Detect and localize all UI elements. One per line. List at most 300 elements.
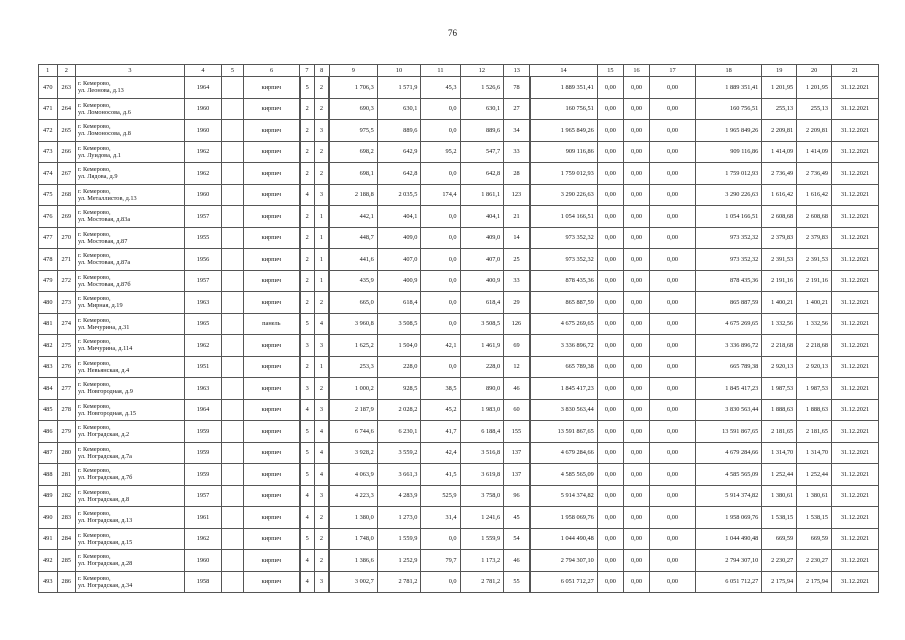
table-cell-col-4: 1963	[184, 378, 221, 400]
table-cell-col-3: г. Кемерово, ул. Невьянская, д.4	[76, 356, 185, 378]
table-cell-col-2: 264	[57, 98, 76, 120]
table-cell-col-15: 0,00	[597, 313, 623, 335]
table-cell-col-16: 0,00	[623, 442, 649, 464]
table-row	[39, 206, 879, 228]
table-cell-col-5	[222, 77, 244, 99]
table-cell-col-3: г. Кемерово, ул. Ноградская, д.15	[76, 528, 185, 550]
table-cell-col-5	[222, 249, 244, 271]
table-cell-col-2: 270	[57, 227, 76, 249]
table-cell-col-14: 1 044 490,48	[530, 528, 598, 550]
table-cell-col-13: 137	[504, 442, 530, 464]
table-cell-col-17: 0,00	[650, 292, 696, 314]
table-cell-col-5	[222, 141, 244, 163]
table-cell-col-14: 2 794 307,10	[530, 550, 598, 572]
table-cell-col-16: 0,00	[623, 98, 649, 120]
table-cell-col-17: 0,00	[650, 378, 696, 400]
table-cell-col-7: 5	[300, 442, 314, 464]
table-cell-col-6: кирпич	[243, 399, 300, 421]
table-cell-col-20: 2 191,16	[797, 270, 832, 292]
table-cell-col-3: г. Кемерово, ул. Мостовая, д.83а	[76, 206, 185, 228]
table-cell-col-15: 0,00	[597, 163, 623, 185]
table-cell-col-6: кирпич	[243, 335, 300, 357]
table-cell-col-16: 0,00	[623, 550, 649, 572]
table-cell-col-7: 2	[300, 120, 314, 142]
column-number-10: 10	[377, 65, 421, 77]
table-cell-col-4: 1964	[184, 399, 221, 421]
table-cell-col-14: 3 336 896,72	[530, 335, 598, 357]
table-cell-col-21: 31.12.2021	[832, 313, 879, 335]
table-cell-col-4: 1961	[184, 507, 221, 529]
table-cell-col-15: 0,00	[597, 507, 623, 529]
table-cell-col-9: 690,3	[329, 98, 377, 120]
table-row	[39, 550, 879, 572]
table-cell-col-6: кирпич	[243, 528, 300, 550]
table-cell-col-4: 1960	[184, 550, 221, 572]
table-cell-col-2: 286	[57, 571, 76, 593]
table-cell-col-9: 698,2	[329, 141, 377, 163]
table-cell-col-21: 31.12.2021	[832, 163, 879, 185]
table-cell-col-21: 31.12.2021	[832, 292, 879, 314]
table-cell-col-20: 2 209,81	[797, 120, 832, 142]
table-cell-col-18: 1 845 417,23	[695, 378, 761, 400]
table-cell-col-15: 0,00	[597, 550, 623, 572]
table-cell-col-2: 265	[57, 120, 76, 142]
table-cell-col-10: 400,9	[377, 270, 421, 292]
column-number-2: 2	[57, 65, 76, 77]
column-number-14: 14	[530, 65, 598, 77]
table-cell-col-9: 2 188,8	[329, 184, 377, 206]
table-cell-col-10: 1 252,9	[377, 550, 421, 572]
table-cell-col-16: 0,00	[623, 335, 649, 357]
table-cell-col-20: 1 538,15	[797, 507, 832, 529]
table-cell-col-19: 1 332,56	[762, 313, 797, 335]
table-cell-col-19: 669,59	[762, 528, 797, 550]
table-cell-col-21: 31.12.2021	[832, 249, 879, 271]
table-cell-col-21: 31.12.2021	[832, 378, 879, 400]
table-cell-col-7: 2	[300, 249, 314, 271]
table-cell-col-8: 2	[314, 528, 329, 550]
table-cell-col-12: 1 526,6	[460, 77, 504, 99]
table-cell-col-19: 2 736,49	[762, 163, 797, 185]
table-cell-col-8: 2	[314, 292, 329, 314]
table-cell-col-7: 4	[300, 485, 314, 507]
table-cell-col-7: 4	[300, 507, 314, 529]
table-cell-col-18: 1 044 490,48	[695, 528, 761, 550]
table-cell-col-3: г. Кемерово, ул. Мичурина, д.114	[76, 335, 185, 357]
table-cell-col-7: 4	[300, 571, 314, 593]
table-cell-col-19: 1 380,61	[762, 485, 797, 507]
table-cell-col-20: 1 332,56	[797, 313, 832, 335]
table-cell-col-21: 31.12.2021	[832, 421, 879, 443]
table-cell-col-12: 400,9	[460, 270, 504, 292]
table-cell-col-17: 0,00	[650, 141, 696, 163]
table-cell-col-16: 0,00	[623, 270, 649, 292]
table-cell-col-21: 31.12.2021	[832, 399, 879, 421]
column-number-5: 5	[222, 65, 244, 77]
table-cell-col-6: кирпич	[243, 356, 300, 378]
table-cell-col-3: г. Кемерово, ул. Мостовая, д.87б	[76, 270, 185, 292]
table-cell-col-20: 2 218,68	[797, 335, 832, 357]
table-cell-col-20: 1 888,63	[797, 399, 832, 421]
table-cell-col-4: 1956	[184, 249, 221, 271]
table-cell-col-6: кирпич	[243, 163, 300, 185]
table-cell-col-14: 1 054 166,51	[530, 206, 598, 228]
table-cell-col-20: 1 400,21	[797, 292, 832, 314]
table-cell-col-1: 479	[39, 270, 58, 292]
table-row	[39, 399, 879, 421]
table-cell-col-15: 0,00	[597, 98, 623, 120]
table-cell-col-2: 273	[57, 292, 76, 314]
table-cell-col-14: 160 756,51	[530, 98, 598, 120]
table-cell-col-10: 630,1	[377, 98, 421, 120]
table-cell-col-21: 31.12.2021	[832, 507, 879, 529]
table-cell-col-10: 928,5	[377, 378, 421, 400]
table-cell-col-8: 3	[314, 571, 329, 593]
table-cell-col-11: 38,5	[421, 378, 460, 400]
table-cell-col-19: 1 538,15	[762, 507, 797, 529]
table-cell-col-15: 0,00	[597, 464, 623, 486]
table-cell-col-6: кирпич	[243, 270, 300, 292]
table-cell-col-9: 1 380,0	[329, 507, 377, 529]
table-cell-col-1: 493	[39, 571, 58, 593]
table-cell-col-17: 0,00	[650, 120, 696, 142]
table-cell-col-3: г. Кемерово, ул. Лядова, д.9	[76, 163, 185, 185]
table-cell-col-8: 4	[314, 313, 329, 335]
table-cell-col-10: 4 283,9	[377, 485, 421, 507]
table-cell-col-20: 255,13	[797, 98, 832, 120]
table-cell-col-2: 267	[57, 163, 76, 185]
table-cell-col-12: 642,8	[460, 163, 504, 185]
table-cell-col-2: 284	[57, 528, 76, 550]
table-cell-col-21: 31.12.2021	[832, 528, 879, 550]
table-cell-col-18: 973 352,32	[695, 227, 761, 249]
table-cell-col-11: 31,4	[421, 507, 460, 529]
table-cell-col-8: 2	[314, 141, 329, 163]
table-cell-col-11: 41,7	[421, 421, 460, 443]
table-row	[39, 442, 879, 464]
table-cell-col-14: 1 759 012,93	[530, 163, 598, 185]
table-cell-col-1: 490	[39, 507, 58, 529]
table-cell-col-18: 1 759 012,93	[695, 163, 761, 185]
table-cell-col-3: г. Кемерово, ул. Ноградская, д.34	[76, 571, 185, 593]
table-cell-col-11: 0,0	[421, 270, 460, 292]
table-cell-col-9: 665,0	[329, 292, 377, 314]
table-cell-col-17: 0,00	[650, 356, 696, 378]
table-cell-col-2: 274	[57, 313, 76, 335]
table-cell-col-12: 1 983,0	[460, 399, 504, 421]
table-cell-col-2: 263	[57, 77, 76, 99]
table-cell-col-8: 4	[314, 421, 329, 443]
table-cell-col-5	[222, 571, 244, 593]
table-cell-col-6: кирпич	[243, 421, 300, 443]
table-cell-col-11: 0,0	[421, 571, 460, 593]
table-cell-col-1: 474	[39, 163, 58, 185]
table-cell-col-6: кирпич	[243, 507, 300, 529]
table-cell-col-1: 482	[39, 335, 58, 357]
table-cell-col-14: 5 914 374,82	[530, 485, 598, 507]
table-row	[39, 184, 879, 206]
table-cell-col-18: 3 290 226,63	[695, 184, 761, 206]
table-cell-col-7: 4	[300, 184, 314, 206]
table-cell-col-3: г. Кемерово, ул. Ноградская, д.2	[76, 421, 185, 443]
table-cell-col-17: 0,00	[650, 249, 696, 271]
table-cell-col-14: 3 290 226,63	[530, 184, 598, 206]
table-cell-col-16: 0,00	[623, 356, 649, 378]
table-cell-col-15: 0,00	[597, 335, 623, 357]
table-cell-col-3: г. Кемерово, ул. Ноградская, д.7б	[76, 464, 185, 486]
table-cell-col-19: 255,13	[762, 98, 797, 120]
table-cell-col-1: 481	[39, 313, 58, 335]
table-cell-col-11: 42,4	[421, 442, 460, 464]
table-cell-col-12: 1 241,6	[460, 507, 504, 529]
table-cell-col-2: 278	[57, 399, 76, 421]
table-cell-col-14: 1 965 849,26	[530, 120, 598, 142]
table-cell-col-1: 485	[39, 399, 58, 421]
table-cell-col-17: 0,00	[650, 184, 696, 206]
table-cell-col-12: 2 781,2	[460, 571, 504, 593]
table-cell-col-4: 1958	[184, 571, 221, 593]
table-cell-col-1: 492	[39, 550, 58, 572]
table-cell-col-13: 25	[504, 249, 530, 271]
column-number-15: 15	[597, 65, 623, 77]
table-cell-col-8: 3	[314, 485, 329, 507]
table-cell-col-16: 0,00	[623, 378, 649, 400]
table-cell-col-20: 1 414,09	[797, 141, 832, 163]
table-cell-col-18: 4 679 284,66	[695, 442, 761, 464]
table-row	[39, 571, 879, 593]
table-cell-col-18: 973 352,32	[695, 249, 761, 271]
table-cell-col-12: 3 508,5	[460, 313, 504, 335]
table-cell-col-17: 0,00	[650, 442, 696, 464]
table-cell-col-21: 31.12.2021	[832, 464, 879, 486]
table-cell-col-3: г. Кемерово, ул. Новгородная, д.15	[76, 399, 185, 421]
table-cell-col-6: кирпич	[243, 464, 300, 486]
column-number-16: 16	[623, 65, 649, 77]
table-cell-col-12: 3 516,8	[460, 442, 504, 464]
table-cell-col-9: 3 960,8	[329, 313, 377, 335]
table-cell-col-10: 3 661,3	[377, 464, 421, 486]
table-cell-col-14: 4 679 284,66	[530, 442, 598, 464]
table-cell-col-16: 0,00	[623, 507, 649, 529]
table-cell-col-19: 1 201,95	[762, 77, 797, 99]
table-cell-col-4: 1962	[184, 335, 221, 357]
table-cell-col-21: 31.12.2021	[832, 120, 879, 142]
table-cell-col-17: 0,00	[650, 206, 696, 228]
table-cell-col-19: 1 252,44	[762, 464, 797, 486]
table-row	[39, 77, 879, 99]
table-cell-col-7: 2	[300, 98, 314, 120]
table-cell-col-19: 2 230,27	[762, 550, 797, 572]
table-cell-col-13: 28	[504, 163, 530, 185]
table-cell-col-10: 1 504,0	[377, 335, 421, 357]
table-cell-col-21: 31.12.2021	[832, 227, 879, 249]
table-cell-col-17: 0,00	[650, 98, 696, 120]
table-cell-col-1: 486	[39, 421, 58, 443]
table-cell-col-8: 2	[314, 163, 329, 185]
table-cell-col-18: 13 591 867,65	[695, 421, 761, 443]
table-cell-col-15: 0,00	[597, 77, 623, 99]
housing-registry-table	[38, 64, 879, 593]
table-cell-col-20: 2 736,49	[797, 163, 832, 185]
table-row	[39, 335, 879, 357]
table-cell-col-12: 630,1	[460, 98, 504, 120]
table-cell-col-2: 269	[57, 206, 76, 228]
table-cell-col-20: 1 380,61	[797, 485, 832, 507]
table-cell-col-11: 0,0	[421, 528, 460, 550]
table-cell-col-17: 0,00	[650, 163, 696, 185]
table-cell-col-15: 0,00	[597, 571, 623, 593]
table-cell-col-13: 29	[504, 292, 530, 314]
table-cell-col-4: 1957	[184, 270, 221, 292]
table-cell-col-4: 1960	[184, 120, 221, 142]
table-cell-col-7: 4	[300, 550, 314, 572]
table-cell-col-4: 1962	[184, 141, 221, 163]
table-cell-col-16: 0,00	[623, 120, 649, 142]
table-cell-col-18: 160 756,51	[695, 98, 761, 120]
table-cell-col-15: 0,00	[597, 227, 623, 249]
table-cell-col-10: 228,0	[377, 356, 421, 378]
table-cell-col-6: кирпич	[243, 442, 300, 464]
table-cell-col-3: г. Кемерово, ул. Ноградская, д.7а	[76, 442, 185, 464]
table-cell-col-14: 1 958 069,76	[530, 507, 598, 529]
table-cell-col-17: 0,00	[650, 270, 696, 292]
table-cell-col-6: кирпич	[243, 206, 300, 228]
table-cell-col-17: 0,00	[650, 571, 696, 593]
table-cell-col-8: 1	[314, 356, 329, 378]
table-cell-col-4: 1960	[184, 98, 221, 120]
table-cell-col-11: 45,2	[421, 399, 460, 421]
table-cell-col-18: 3 336 896,72	[695, 335, 761, 357]
table-cell-col-14: 909 116,86	[530, 141, 598, 163]
table-row	[39, 141, 879, 163]
table-cell-col-11: 0,0	[421, 227, 460, 249]
table-cell-col-6: кирпич	[243, 571, 300, 593]
table-cell-col-10: 407,0	[377, 249, 421, 271]
table-cell-col-12: 890,0	[460, 378, 504, 400]
column-number-20: 20	[797, 65, 832, 77]
column-number-9: 9	[329, 65, 377, 77]
table-cell-col-8: 3	[314, 335, 329, 357]
table-cell-col-13: 126	[504, 313, 530, 335]
table-cell-col-5	[222, 550, 244, 572]
table-cell-col-4: 1959	[184, 442, 221, 464]
table-cell-col-12: 889,6	[460, 120, 504, 142]
table-cell-col-3: г. Кемерово, ул. Ломоносова, д.8	[76, 120, 185, 142]
table-cell-col-11: 174,4	[421, 184, 460, 206]
table-cell-col-19: 2 379,83	[762, 227, 797, 249]
page-number: 76	[448, 28, 457, 38]
table-cell-col-6: кирпич	[243, 227, 300, 249]
table-cell-col-4: 1965	[184, 313, 221, 335]
table-cell-col-9: 441,6	[329, 249, 377, 271]
table-body	[39, 77, 879, 593]
table-cell-col-21: 31.12.2021	[832, 356, 879, 378]
table-cell-col-2: 266	[57, 141, 76, 163]
table-cell-col-13: 46	[504, 550, 530, 572]
table-row	[39, 421, 879, 443]
table-cell-col-9: 448,7	[329, 227, 377, 249]
table-cell-col-20: 1 201,95	[797, 77, 832, 99]
table-cell-col-9: 4 223,3	[329, 485, 377, 507]
table-cell-col-16: 0,00	[623, 163, 649, 185]
table-cell-col-11: 0,0	[421, 98, 460, 120]
table-cell-col-19: 2 191,16	[762, 270, 797, 292]
table-cell-col-1: 491	[39, 528, 58, 550]
column-number-row	[39, 65, 879, 77]
table-row	[39, 163, 879, 185]
table-cell-col-5	[222, 120, 244, 142]
table-cell-col-7: 5	[300, 464, 314, 486]
table-cell-col-1: 470	[39, 77, 58, 99]
table-row	[39, 507, 879, 529]
table-cell-col-16: 0,00	[623, 313, 649, 335]
table-cell-col-21: 31.12.2021	[832, 550, 879, 572]
table-cell-col-10: 2 035,5	[377, 184, 421, 206]
table-cell-col-17: 0,00	[650, 335, 696, 357]
table-cell-col-18: 4 675 269,65	[695, 313, 761, 335]
table-cell-col-5	[222, 378, 244, 400]
table-cell-col-15: 0,00	[597, 184, 623, 206]
table-cell-col-4: 1962	[184, 163, 221, 185]
table-cell-col-7: 2	[300, 141, 314, 163]
table-cell-col-5	[222, 313, 244, 335]
table-cell-col-20: 669,59	[797, 528, 832, 550]
table-cell-col-19: 2 218,68	[762, 335, 797, 357]
table-cell-col-17: 0,00	[650, 485, 696, 507]
column-number-11: 11	[421, 65, 460, 77]
table-cell-col-13: 137	[504, 464, 530, 486]
table-cell-col-13: 33	[504, 270, 530, 292]
table-cell-col-10: 2 028,2	[377, 399, 421, 421]
table-cell-col-3: г. Кемерово, ул. Мирная, д.19	[76, 292, 185, 314]
table-cell-col-14: 878 435,36	[530, 270, 598, 292]
table-cell-col-17: 0,00	[650, 399, 696, 421]
table-cell-col-18: 6 051 712,27	[695, 571, 761, 593]
table-cell-col-15: 0,00	[597, 399, 623, 421]
table-cell-col-17: 0,00	[650, 550, 696, 572]
table-cell-col-7: 3	[300, 378, 314, 400]
table-cell-col-13: 96	[504, 485, 530, 507]
table-cell-col-13: 123	[504, 184, 530, 206]
table-cell-col-7: 5	[300, 313, 314, 335]
table-cell-col-12: 1 461,9	[460, 335, 504, 357]
table-cell-col-12: 618,4	[460, 292, 504, 314]
column-number-12: 12	[460, 65, 504, 77]
table-cell-col-9: 435,9	[329, 270, 377, 292]
table-cell-col-8: 3	[314, 184, 329, 206]
table-cell-col-18: 1 889 351,41	[695, 77, 761, 99]
table-cell-col-18: 5 914 374,82	[695, 485, 761, 507]
table-cell-col-16: 0,00	[623, 249, 649, 271]
table-cell-col-19: 2 209,81	[762, 120, 797, 142]
table-cell-col-6: панель	[243, 313, 300, 335]
table-cell-col-1: 488	[39, 464, 58, 486]
table-cell-col-7: 5	[300, 528, 314, 550]
table-cell-col-9: 1 386,6	[329, 550, 377, 572]
table-cell-col-1: 480	[39, 292, 58, 314]
table-cell-col-17: 0,00	[650, 227, 696, 249]
table-cell-col-7: 4	[300, 399, 314, 421]
table-cell-col-14: 665 789,38	[530, 356, 598, 378]
table-cell-col-1: 473	[39, 141, 58, 163]
table-cell-col-21: 31.12.2021	[832, 184, 879, 206]
table-cell-col-7: 5	[300, 77, 314, 99]
table-cell-col-1: 483	[39, 356, 58, 378]
table-cell-col-10: 1 571,9	[377, 77, 421, 99]
table-cell-col-9: 698,1	[329, 163, 377, 185]
table-cell-col-19: 2 920,13	[762, 356, 797, 378]
table-row	[39, 313, 879, 335]
